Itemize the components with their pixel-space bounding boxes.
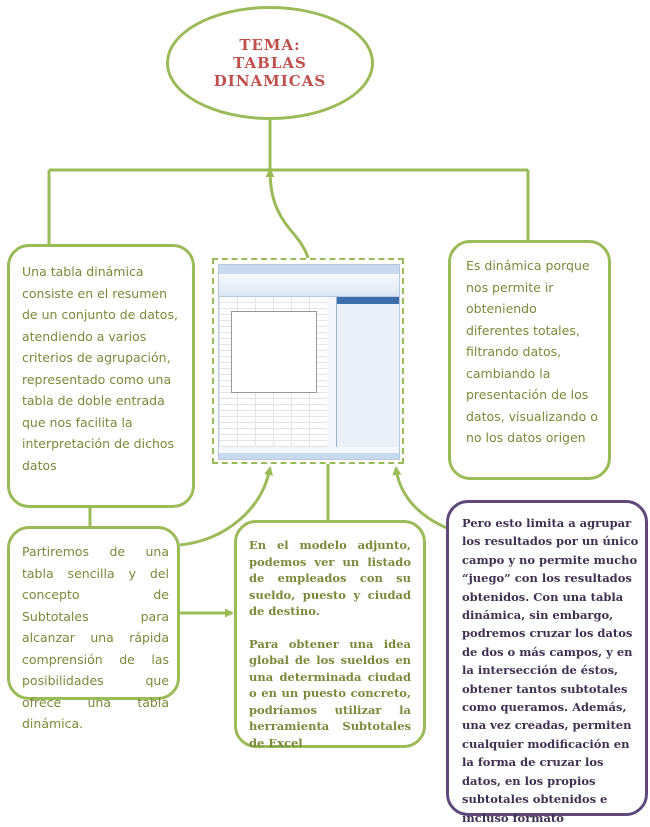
- screenshot-to-title-arrow: [270, 170, 308, 258]
- example-paragraph-1: En el modelo adjunto, podemos ver un listado de empleados con su sueldo, puesto y ciudad de destino.: [249, 538, 411, 618]
- excel-window-image: [218, 264, 400, 460]
- pivot-panel-header: [337, 297, 399, 304]
- example-paragraph-2: Para obtener una idea global de los sueldos en una determinada ciudad o en un puesto concreto, podríamos utilizar la herramienta Subtotales de Excel: [249, 636, 411, 750]
- excel-ribbon: [219, 274, 399, 297]
- example-box: [234, 520, 426, 748]
- pivot-field-list-panel: [336, 297, 399, 447]
- example-spacer: [249, 620, 411, 636]
- definition-box: [7, 244, 195, 508]
- excel-status-bar: [219, 453, 399, 459]
- limitation-box: [446, 500, 648, 825]
- subtotals-intro-text: Partiremos de una tabla sencilla y del concepto de Subtotales para alcanzar una rápida comprensión de las posibilidades que ofrece una tabla dinámica.: [22, 544, 169, 731]
- title-line-2: TABLAS: [233, 54, 307, 72]
- excel-pivot-placeholder: [231, 311, 317, 393]
- excel-title-bar: [219, 265, 399, 274]
- title-line-3: DINAMICAS: [213, 72, 327, 90]
- definition-text: Una tabla dinámica consiste en el resumen de un conjunto de datos, atendiendo a varios criterios de agrupación, representado como una tabla de doble entrada que nos facilita la interpretación de dichos datos: [22, 264, 178, 473]
- dynamic-reason-box: [448, 240, 611, 480]
- dynamic-reason-text: Es dinámica porque nos permite ir obteniendo diferentes totales, filtrando datos, cambiando la presentación de los datos, visualizando o no los datos origen: [466, 258, 598, 445]
- subtotals-intro-box: [7, 526, 180, 731]
- title-line-1: TEMA:: [239, 36, 301, 54]
- limitation-text: Pero esto limita a agrupar los resultados por un único campo y no permite mucho “juego” con los resultados obtenidos. Con una tabla dinámica, sin embargo, podremos cruzar los datos de dos o más campos, y en la intersección de éstos, obtener tantos subtotales como queramos. Además, una vez creadas, permiten cualquier modificación en la forma de cruzar los datos, en los propios subtotales obtenidos e incluso formato: [462, 516, 639, 825]
- excel-sheet-grid: [219, 297, 327, 447]
- excel-screenshot: [212, 258, 404, 464]
- title-ellipse: [166, 6, 374, 120]
